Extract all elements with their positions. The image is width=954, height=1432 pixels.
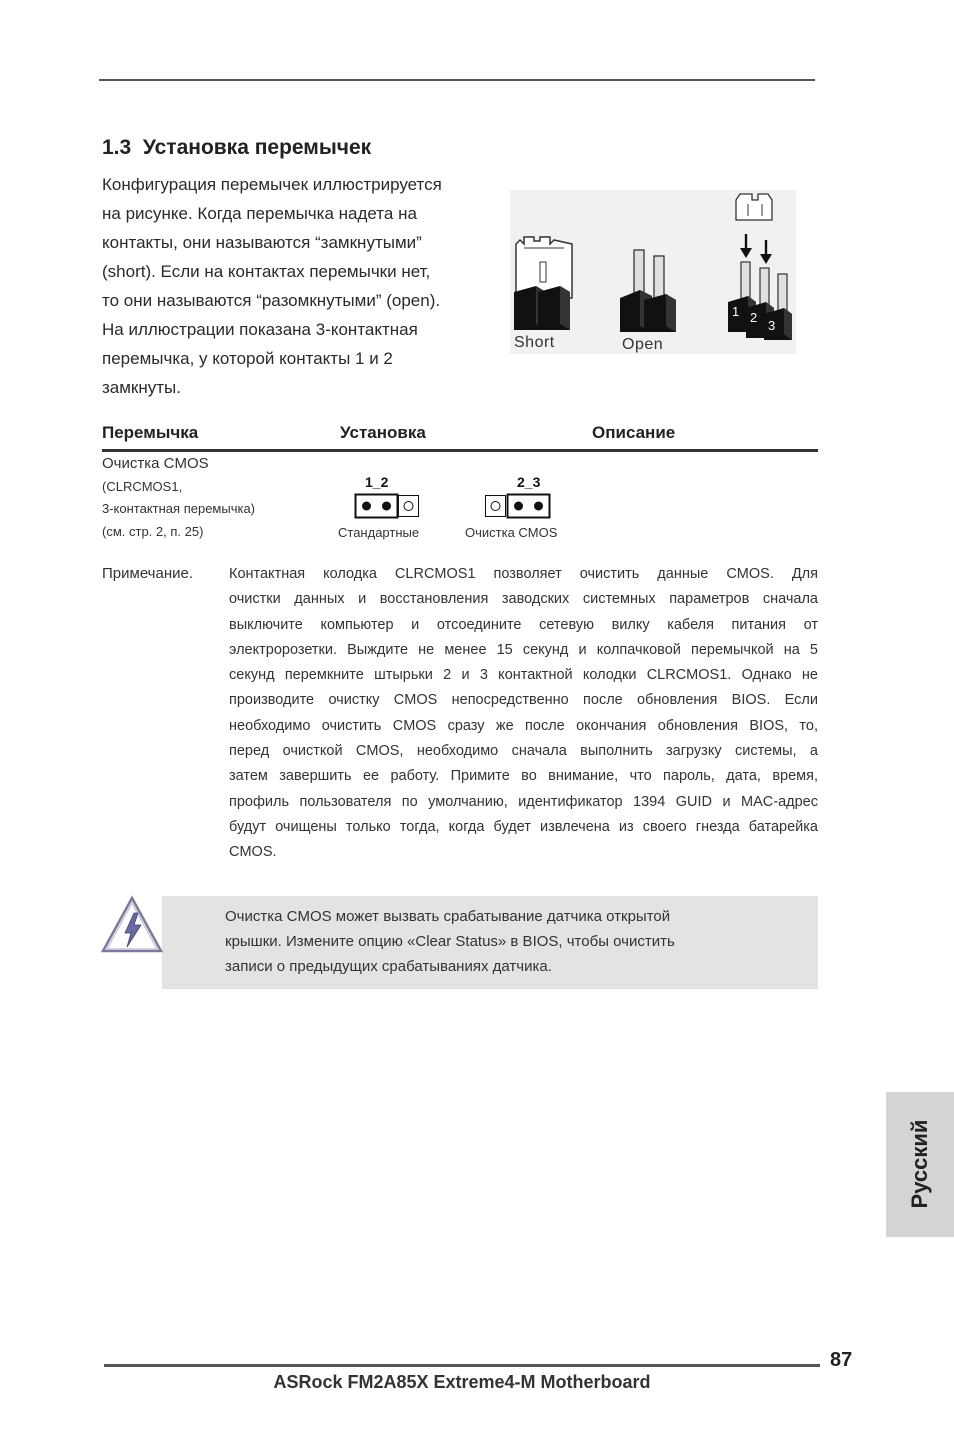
warning-lightning-icon xyxy=(101,895,163,955)
pin-header-12-icon xyxy=(354,493,420,519)
language-label: Русский xyxy=(907,1119,932,1209)
note-line: профиль пользователя по умолчанию, идентификатор 1394 GUID и MAC-адрес xyxy=(229,793,818,810)
note-text xyxy=(229,562,818,866)
pin-number-3: 3 xyxy=(768,318,776,333)
note-line: очистки данных и восстановления заводских системных параметров сначала xyxy=(229,591,818,608)
jumper-name-cell xyxy=(102,453,332,543)
note-line: электророзетки. Выждите не менее 15 секунд и колпачковой перемычкой на 5 xyxy=(229,641,818,658)
jumper-name: Очистка CMOS xyxy=(102,455,209,472)
jumper-3pin-icon xyxy=(728,194,792,340)
footer-title: ASRock FM2A85X Extreme4-M Motherboard xyxy=(273,1372,651,1392)
jumper-illustration xyxy=(510,190,796,354)
intro-line: то они называются “разомкнутыми” (open). xyxy=(102,291,441,310)
intro-line: перемычка, у которой контакты 1 и 2 xyxy=(102,349,393,368)
intro-line: на рисунке. Когда перемычка надета на xyxy=(102,204,417,223)
pin-header-23-icon xyxy=(485,493,551,519)
footer-rule xyxy=(104,1364,820,1367)
section-number: 1.3 xyxy=(102,136,132,159)
jumper-detail: (CLRCMOS1, xyxy=(102,478,183,494)
header-description: Описание xyxy=(592,423,676,442)
header-jumper: Перемычка xyxy=(102,423,199,442)
intro-line: замкнуты. xyxy=(102,378,181,397)
intro-line: На иллюстрации показана 3-контактная xyxy=(102,320,418,339)
note-line: секунд перемкните штырьки 2 и 3 контактной колодки CLRCMOS1. Однако не xyxy=(229,667,818,684)
note-line: производите очистку CMOS непосредственно после обновления BIOS. Если xyxy=(229,692,818,709)
intro-paragraph xyxy=(102,170,502,402)
setting-clear-pins: 2_3 xyxy=(517,474,541,490)
top-rule xyxy=(99,79,815,81)
setting-default-pins: 1_2 xyxy=(365,474,389,490)
warning-line: крышки. Измените опцию «Clear Status» в BIOS, чтобы очистить xyxy=(225,933,675,950)
note-line: Контактная колодка CLRCMOS1 позволяет очистить данные CMOS. Для xyxy=(229,566,818,582)
note-line: затем завершить ее работу. Примите во внимание, что пароль, дата, время, xyxy=(229,768,818,785)
warning-line: записи о предыдущих срабатываниях датчика. xyxy=(225,958,552,975)
note-line: необходимо очистить CMOS сразу же после окончания обновления BIOS, то, xyxy=(229,717,818,734)
open-label: Open xyxy=(622,336,664,353)
warning-text xyxy=(225,904,805,979)
jumper-detail: (см. стр. 2, п. 25) xyxy=(102,523,204,539)
jumper-short-icon xyxy=(514,237,572,330)
setting-clear-label: Очистка CMOS xyxy=(465,525,558,540)
setting-default-label: Стандартные xyxy=(338,525,420,540)
note-line: CMOS. xyxy=(229,844,277,861)
jumper-table-header xyxy=(102,423,818,447)
jumper-open-icon xyxy=(620,250,676,332)
note-line: будут очищены только тогда, когда будет извлечена из своего гнезда батарейка xyxy=(229,818,818,835)
section-heading: Установка перемычек xyxy=(142,136,372,159)
jumper-detail: 3-контактная перемычка) xyxy=(102,501,256,516)
table-header-rule xyxy=(102,449,818,452)
pin-number-2: 2 xyxy=(750,310,758,325)
section-title xyxy=(102,136,371,160)
page-number: 87 xyxy=(830,1349,853,1371)
short-label: Short xyxy=(514,334,555,351)
note-label: Примечание. xyxy=(102,565,193,582)
language-tab xyxy=(886,1092,954,1237)
note-line: перед очисткой CMOS, необходимо сначала выполнить загрузку системы, а xyxy=(229,743,818,760)
note-line: выключите компьютер и отсоедините сетевую вилку кабеля питания от xyxy=(229,616,818,633)
header-setting: Установка xyxy=(340,423,426,442)
warning-line: Очистка CMOS может вызвать срабатывание датчика открытой xyxy=(225,908,671,925)
intro-line: (short). Если на контактах перемычки нет, xyxy=(102,262,431,281)
intro-line: контакты, они называются “замкнутыми” xyxy=(102,233,422,252)
intro-line: Конфигурация перемычек иллюстрируется xyxy=(102,175,442,194)
pin-number-1: 1 xyxy=(732,304,740,319)
